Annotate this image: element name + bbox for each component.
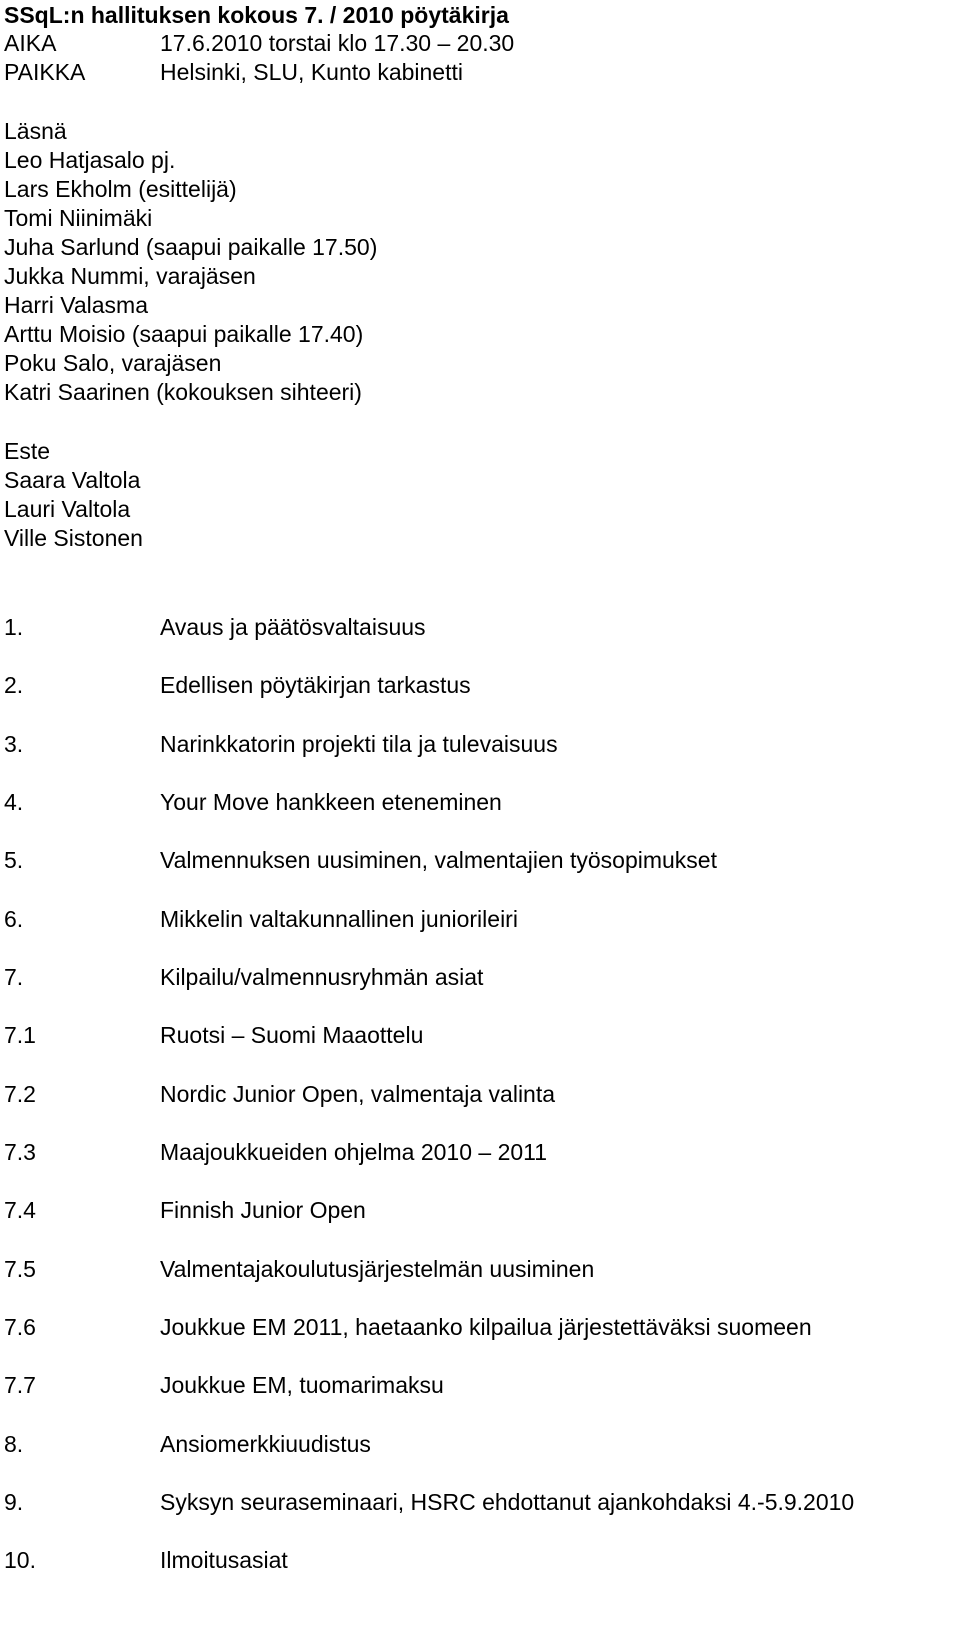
agenda-number: 7.5 bbox=[4, 1256, 36, 1282]
agenda-number: 4. bbox=[4, 789, 24, 815]
agenda-number: 2. bbox=[4, 672, 24, 698]
agenda-number: 10. bbox=[4, 1547, 36, 1573]
present-heading: Läsnä bbox=[4, 118, 67, 144]
agenda-text: Nordic Junior Open, valmentaja valinta bbox=[160, 1081, 556, 1107]
agenda-number: 7.1 bbox=[4, 1022, 36, 1048]
present-person: Katri Saarinen (kokouksen sihteeri) bbox=[4, 379, 362, 405]
present-person: Harri Valasma bbox=[4, 292, 148, 318]
agenda-number: 1. bbox=[4, 614, 24, 640]
agenda-text: Ansiomerkkiuudistus bbox=[160, 1431, 371, 1457]
agenda-number: 5. bbox=[4, 847, 24, 873]
agenda-number: 3. bbox=[4, 731, 24, 757]
meta-value-time: 17.6.2010 torstai klo 17.30 – 20.30 bbox=[160, 30, 515, 56]
agenda-text: Avaus ja päätösvaltaisuus bbox=[160, 614, 426, 640]
agenda-number: 7.2 bbox=[4, 1081, 36, 1107]
present-person: Lars Ekholm (esittelijä) bbox=[4, 176, 237, 202]
absent-person: Ville Sistonen bbox=[4, 525, 143, 551]
meta-label-place: PAIKKA bbox=[4, 59, 86, 85]
agenda-text: Your Move hankkeen eteneminen bbox=[160, 789, 502, 815]
agenda-number: 7. bbox=[4, 964, 24, 990]
agenda-text: Maajoukkueiden ohjelma 2010 – 2011 bbox=[160, 1139, 548, 1165]
meta-value-place: Helsinki, SLU, Kunto kabinetti bbox=[160, 59, 463, 85]
absent-person: Saara Valtola bbox=[4, 467, 141, 493]
agenda-text: Joukkue EM, tuomarimaksu bbox=[160, 1372, 444, 1398]
agenda-number: 7.3 bbox=[4, 1139, 36, 1165]
agenda-text: Mikkelin valtakunnallinen juniorileiri bbox=[160, 906, 518, 932]
agenda-text: Kilpailu/valmennusryhmän asiat bbox=[160, 964, 484, 990]
agenda-number: 7.4 bbox=[4, 1197, 36, 1223]
present-person: Poku Salo, varajäsen bbox=[4, 350, 222, 376]
agenda-number: 7.7 bbox=[4, 1372, 36, 1398]
agenda-number: 9. bbox=[4, 1489, 24, 1515]
absent-person: Lauri Valtola bbox=[4, 496, 131, 522]
present-person: Jukka Nummi, varajäsen bbox=[4, 263, 256, 289]
agenda-number: 8. bbox=[4, 1431, 24, 1457]
present-person: Arttu Moisio (saapui paikalle 17.40) bbox=[4, 321, 364, 347]
agenda-number: 7.6 bbox=[4, 1314, 36, 1340]
agenda-text: Ilmoitusasiat bbox=[160, 1547, 288, 1573]
document-title: SSqL:n hallituksen kokous 7. / 2010 pöytäkirja bbox=[4, 2, 509, 28]
agenda-number: 6. bbox=[4, 906, 24, 932]
absent-heading: Este bbox=[4, 438, 51, 464]
agenda-text: Ruotsi – Suomi Maaottelu bbox=[160, 1022, 424, 1048]
present-person: Leo Hatjasalo pj. bbox=[4, 147, 176, 173]
agenda-text: Narinkkatorin projekti tila ja tulevaisuus bbox=[160, 731, 558, 757]
present-person: Tomi Niinimäki bbox=[4, 205, 153, 231]
agenda-text: Joukkue EM 2011, haetaanko kilpailua järjestettäväksi suomeen bbox=[160, 1314, 812, 1340]
agenda-text: Valmentajakoulutusjärjestelmän uusiminen bbox=[160, 1256, 595, 1282]
agenda-text: Syksyn seuraseminaari, HSRC ehdottanut ajankohdaksi 4.-5.9.2010 bbox=[160, 1489, 855, 1515]
agenda-text: Edellisen pöytäkirjan tarkastus bbox=[160, 672, 471, 698]
present-person: Juha Sarlund (saapui paikalle 17.50) bbox=[4, 234, 378, 260]
meta-label-time: AIKA bbox=[4, 30, 57, 56]
agenda-text: Valmennuksen uusiminen, valmentajien työsopimukset bbox=[160, 847, 717, 873]
agenda-text: Finnish Junior Open bbox=[160, 1197, 366, 1223]
